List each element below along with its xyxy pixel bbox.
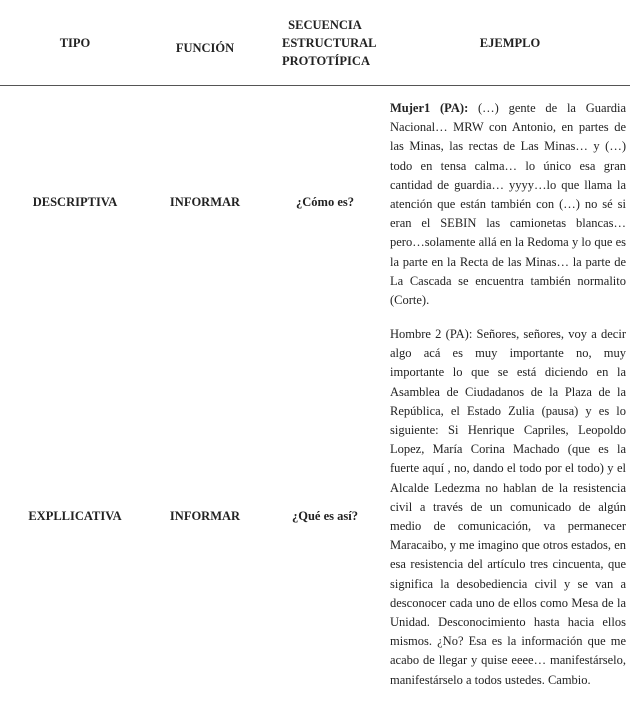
- table-row: [0, 86, 630, 320]
- header-secuencia: SECUENCIA ESTRUCTURAL PROTOTÍPICA: [260, 0, 390, 86]
- cell-ejemplo: [390, 86, 630, 320]
- cell-secuencia: ¿Qué es así?: [292, 508, 358, 523]
- cell-tipo: EXPLLICATIVA: [28, 508, 122, 523]
- header-tipo: TIPO: [0, 0, 150, 86]
- example-text: (…) gente de la Guardia Nacional… MRW con Antonio, en partes de las Minas, las rectas de Las Minas… y (…) todo en tensa calma… lo único esa gran cantidad de guardia… yyyy…lo que llama la atención que están también con (…) no sé si eran el SEBIN las camionetas blancas… pero…solamente allá en la Redoma y lo que es la parte en la Recta de las Minas… la parte de La Cascada se encuentra también normalito (Corte).: [390, 101, 626, 308]
- cell-ejemplo: [390, 319, 630, 713]
- cell-secuencia: ¿Cómo es?: [296, 195, 354, 209]
- header-row: [0, 0, 630, 86]
- cell-funcion: INFORMAR: [169, 195, 241, 209]
- cell-funcion: INFORMAR: [169, 508, 241, 523]
- speaker-label: Mujer1 (PA):: [390, 101, 469, 115]
- header-ejemplo: EJEMPLO: [390, 0, 630, 86]
- cell-tipo: DESCRIPTIVA: [32, 195, 118, 209]
- table-row: [0, 319, 630, 713]
- header-funcion: FUNCIÓN: [150, 0, 260, 86]
- example-text: Hombre 2 (PA): Señores, señores, voy a decir algo acá es muy importante no, muy importante lo que se está diciendo en la Asamblea de Ciudadanos de la Plaza de la República, el Estado Zulia (pausa) y es lo siguiente: Si Henrique Capriles, Leopoldo Lopez, María Corina Machado (que es la fuerte aquí , no, dando el todo por el todo) y el Alcalde Ledezma no hablan de la resistencia civil a través de un comunicado de algún medio de comunicación, va permanecer Maracaibo, y me imagino que otros estados, en esa resistencia del artículo tres cincuenta, que significa la desobediencia civil y se van a desconocer cada uno de ellos como Mesa de la Unidad. Desconocimiento hasta hacia ellos mismos. ¿No? Esa es la información que me acabo de llegar y quise eeee… manifestárselo, manifestárselo a todos ustedes. Cambio.: [390, 327, 626, 687]
